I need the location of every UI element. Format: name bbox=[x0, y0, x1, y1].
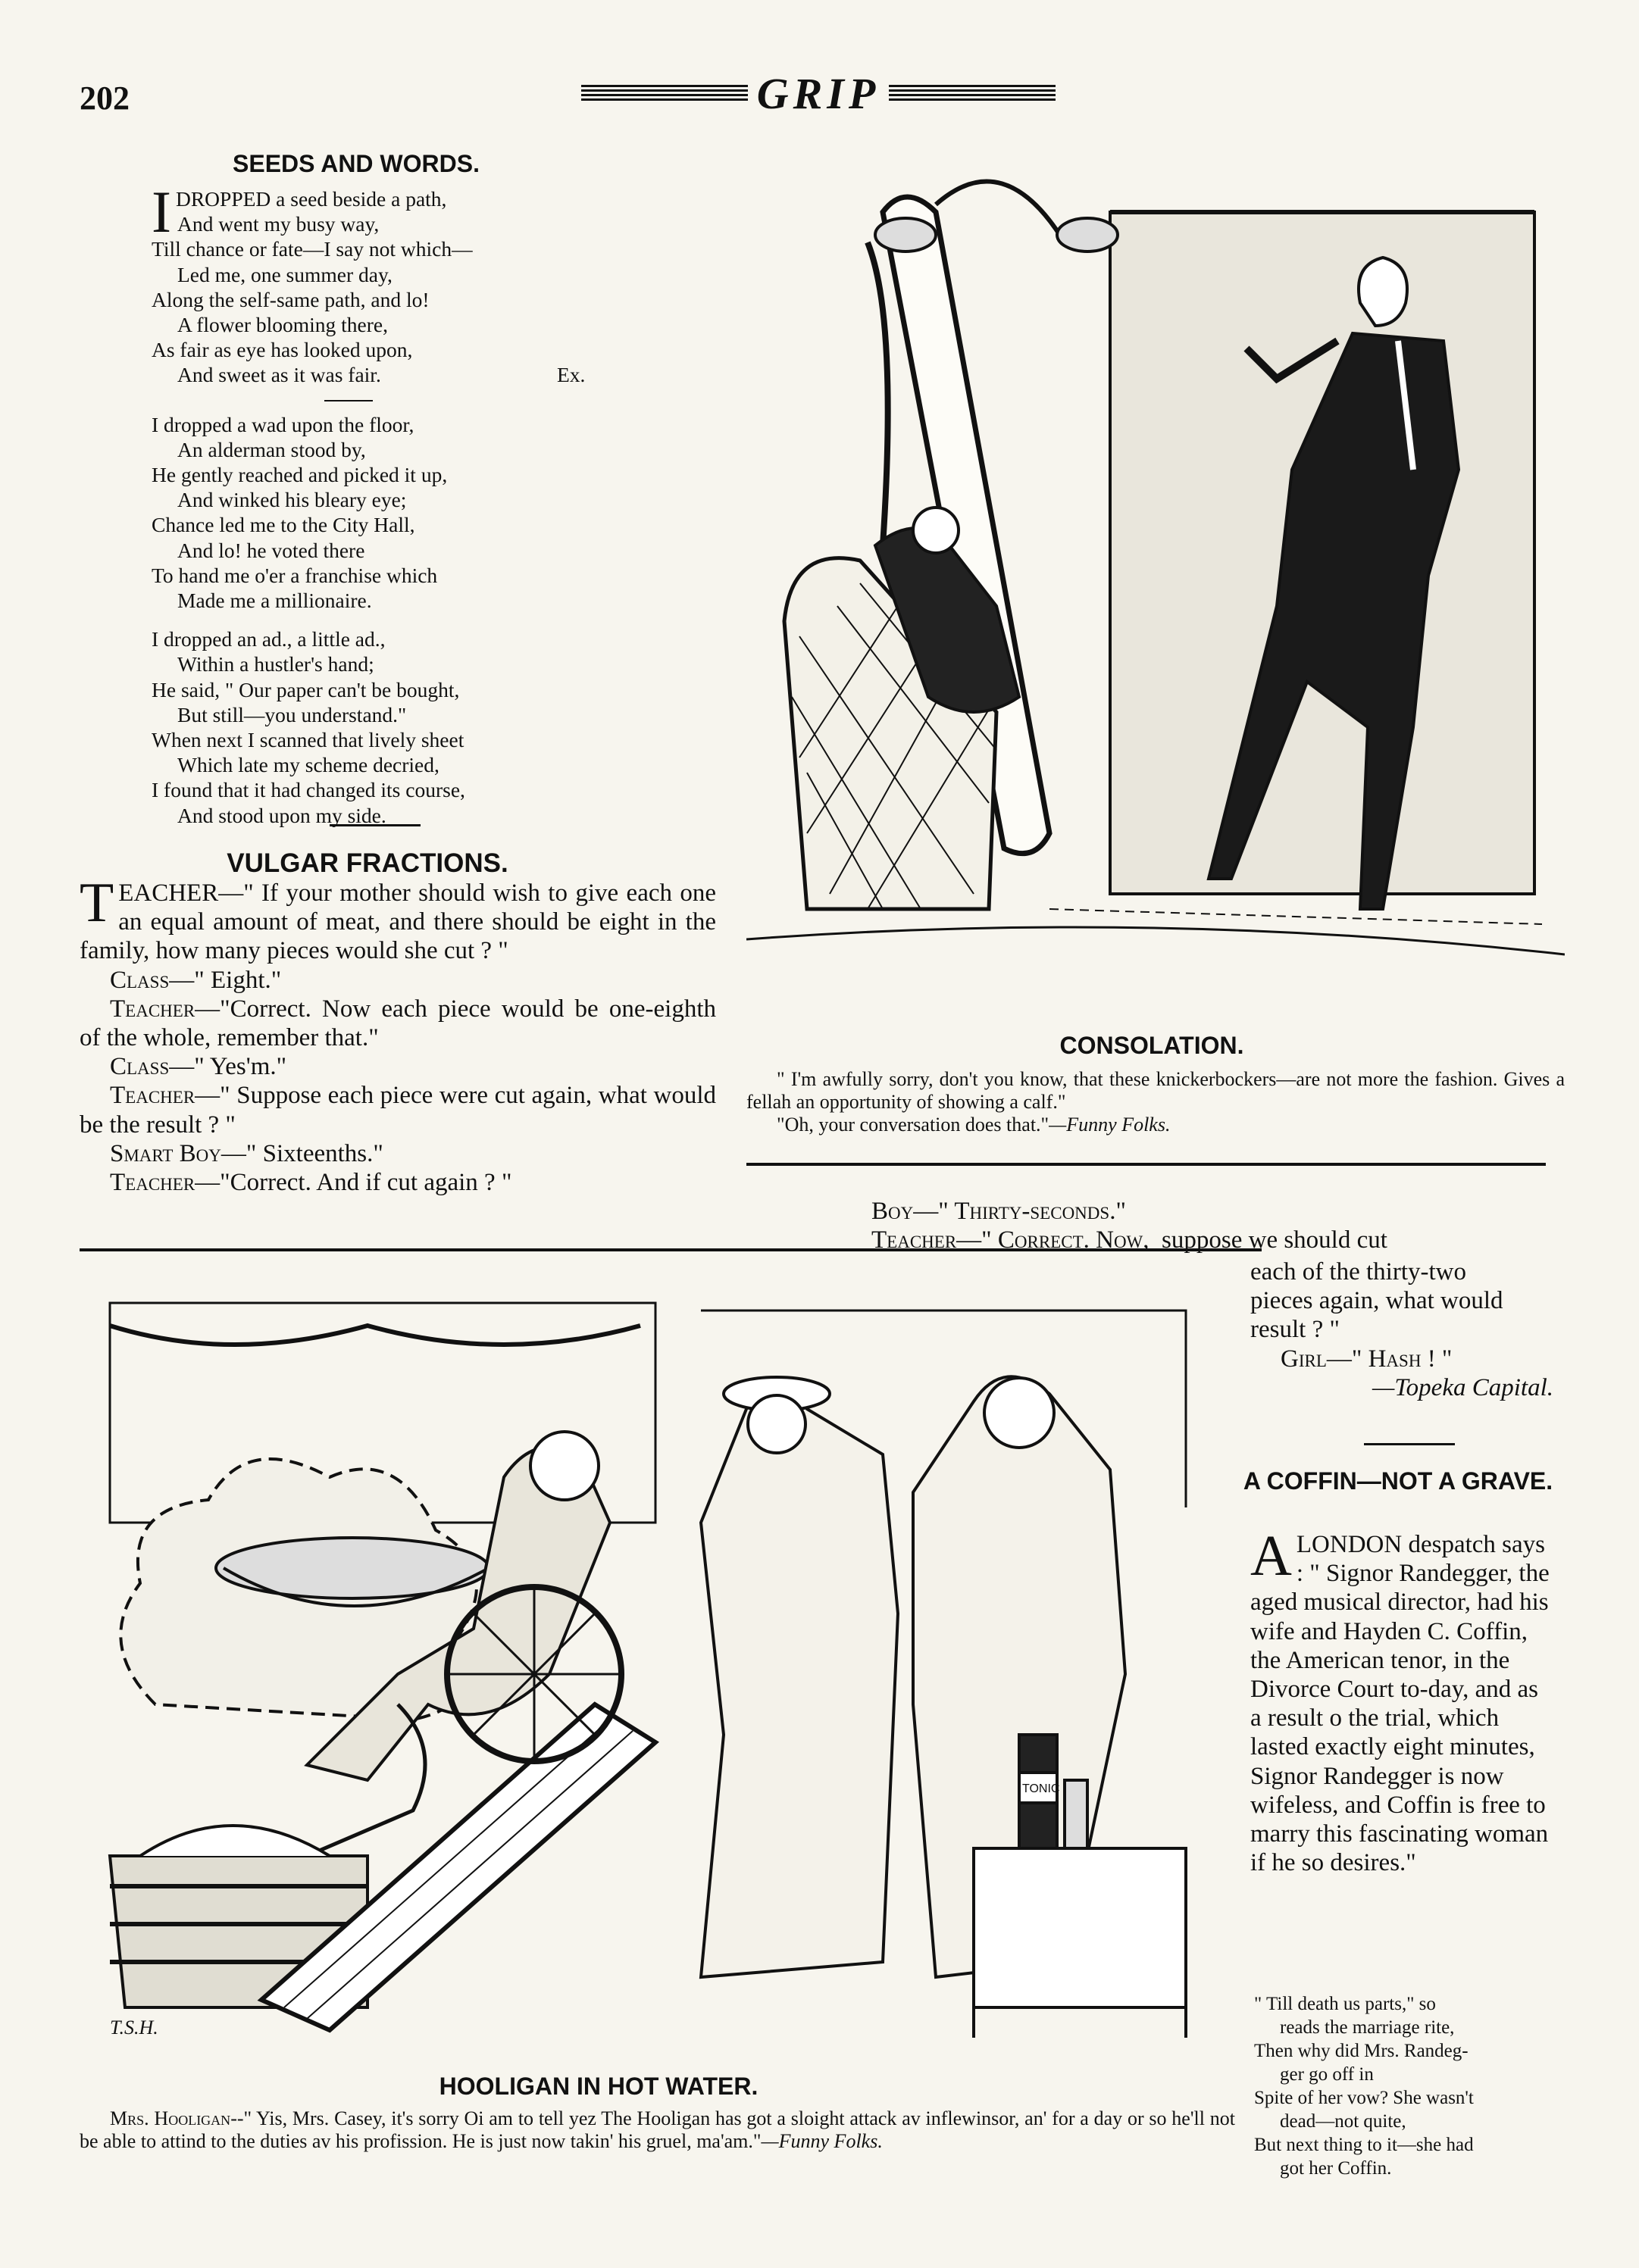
bottle-label: TONIC bbox=[1022, 1782, 1060, 1795]
consolation-caption bbox=[746, 1068, 1565, 1136]
dialogue-text: Boy—" Thirty-seconds." bbox=[871, 1198, 1126, 1225]
poem-line: Made me a millionaire. bbox=[177, 589, 372, 613]
seeds-poem bbox=[152, 179, 591, 828]
paragraph-text: EACHER—" If your mother should wish to bbox=[118, 879, 568, 907]
verse-line: But next thing to it—she had bbox=[1254, 2135, 1474, 2155]
poem-line: When next I scanned that lively sheet bbox=[152, 728, 464, 752]
poem-line: Along the self-same path, and lo! bbox=[152, 287, 430, 311]
paragraph-text: LONDON despatch bbox=[1296, 1531, 1496, 1558]
verse-line: got her Coffin. bbox=[1280, 2158, 1392, 2179]
poem-line: Till chance or fate—I say not which— bbox=[152, 237, 473, 261]
hooligan-drawing bbox=[80, 1280, 1239, 2053]
hooligan-title: HOOLIGAN IN HOT WATER. bbox=[439, 2073, 759, 2100]
speaker: Teacher bbox=[110, 1082, 195, 1110]
poem-line: And sweet as it was fair. bbox=[177, 363, 381, 387]
paragraph-text: says : " Signor Randegger, the aged musical director, had his wife and Hayden C. Coffin, the American tenor, in the Divorce Court to-day, and as a result o the trial, which lasted exactly eight minutes, Signor Randegger is now wifeless, and Coffin is free to marry this fascinating woman if he so desires." bbox=[1250, 1531, 1550, 1877]
column-rule bbox=[746, 1163, 1546, 1166]
poem-line: I dropped a wad upon the floor, bbox=[152, 412, 414, 436]
stanza-1 bbox=[152, 179, 591, 388]
verse-line: dead—not quite, bbox=[1280, 2111, 1406, 2132]
speaker: Class bbox=[110, 966, 170, 994]
section-divider bbox=[1364, 1443, 1455, 1445]
speaker: Class bbox=[110, 1053, 170, 1081]
dialogue-text: —" Eight." bbox=[169, 966, 282, 994]
dialogue-text: —"Correct. Now each piece would be one-eighth of the whole, remember that." bbox=[80, 995, 716, 1052]
speaker: Teacher bbox=[110, 1169, 195, 1197]
verse-line: ger go off in bbox=[1280, 2064, 1374, 2085]
masthead-rule-right bbox=[889, 85, 1056, 102]
horizontal-rule bbox=[80, 1248, 1262, 1251]
seeds-and-words-title: SEEDS AND WORDS. bbox=[233, 150, 480, 177]
poem-line: Which late my scheme decried, bbox=[177, 753, 439, 777]
poem-line: And lo! he voted there bbox=[177, 538, 365, 562]
speaker: Mrs. Hooligan bbox=[110, 2107, 231, 2129]
vulgar-fractions-continued bbox=[871, 1197, 1614, 1254]
verse-line: Then why did Mrs. Randeg- bbox=[1254, 2041, 1469, 2061]
dialogue-text: pieces again, what would bbox=[1250, 1287, 1503, 1315]
hooligan-illustration bbox=[80, 1280, 1239, 2053]
poem-line: He said, " Our paper can't be bought, bbox=[152, 677, 460, 701]
stanza-divider bbox=[324, 400, 373, 401]
verse-line: Spite of her vow? She wasn't bbox=[1254, 2088, 1474, 2108]
dialogue-text: —"Correct. And if cut again ? " bbox=[195, 1169, 512, 1197]
dialogue-text: —" Yes'm." bbox=[169, 1053, 287, 1081]
poem-line: And winked his bleary eye; bbox=[177, 488, 407, 512]
poem-line: A flower blooming there, bbox=[177, 313, 388, 337]
dropcap-i: I bbox=[152, 179, 171, 245]
dialogue-text: result ? " bbox=[1250, 1316, 1340, 1344]
poem-line: Led me, one summer day, bbox=[177, 262, 393, 286]
poem-line: Within a hustler's hand; bbox=[177, 652, 374, 676]
dialogue-text: Teacher—" Correct. Now, bbox=[871, 1226, 1149, 1254]
dialogue-text: suppose we should cut bbox=[1162, 1226, 1387, 1254]
consolation-illustration bbox=[746, 152, 1565, 1004]
attribution: Ex. bbox=[557, 363, 586, 387]
dropcap-t: T bbox=[80, 872, 114, 934]
poem-line: Chance led me to the City Hall, bbox=[152, 513, 415, 537]
consolation-drawing bbox=[746, 152, 1565, 1004]
stanza-2 bbox=[152, 412, 591, 614]
caption-source: —Funny Folks. bbox=[1049, 1114, 1171, 1136]
vulgar-fractions-body bbox=[80, 872, 717, 1197]
vulgar-fractions-title: VULGAR FRACTIONS. bbox=[227, 848, 508, 878]
masthead-rule-left bbox=[581, 85, 748, 102]
poem-line: To hand me o'er a franchise which bbox=[152, 563, 438, 587]
poem-line: I found that it had changed its course, bbox=[152, 778, 465, 802]
speaker: Smart Boy bbox=[110, 1139, 221, 1167]
source-credit: —Topeka Capital. bbox=[1372, 1373, 1553, 1401]
masthead-title: GRIP bbox=[756, 68, 880, 118]
poem-line: And went my busy way, bbox=[177, 212, 380, 236]
caption-text: " I'm awfully sorry, don't you know, that these knickerbockers—are not more the fashion. Gives a fellah an opportunity of showing a calf." bbox=[746, 1068, 1565, 1113]
consolation-title: CONSOLATION. bbox=[1059, 1032, 1244, 1059]
coffin-title: A COFFIN—NOT A GRAVE. bbox=[1243, 1467, 1553, 1495]
poem-line: DROPPED a seed beside a path, bbox=[175, 187, 447, 211]
dialogue-text: Girl—" Hash ! " bbox=[1281, 1345, 1453, 1373]
paragraph-text: give each one an equal amount of meat, and there should be eight in the family, how many pieces would she cut ? " bbox=[80, 879, 717, 965]
caption-source: —Funny Folks. bbox=[761, 2130, 883, 2152]
dialogue-text: each of the thirty-two bbox=[1250, 1258, 1466, 1286]
coffin-verse bbox=[1254, 1992, 1565, 2180]
poem-line: I dropped an ad., a little ad., bbox=[152, 627, 386, 651]
caption-text: "Oh, your conversation does that." bbox=[777, 1114, 1049, 1136]
vulgar-fractions-right bbox=[1250, 1257, 1553, 1402]
coffin-body bbox=[1250, 1524, 1553, 1877]
page-number: 202 bbox=[80, 80, 130, 117]
verse-line: reads the marriage rite, bbox=[1280, 2017, 1455, 2038]
speaker: Teacher bbox=[110, 995, 195, 1023]
poem-line: He gently reached and picked it up, bbox=[152, 463, 448, 487]
poem-line: And stood upon my side. bbox=[177, 803, 386, 827]
poem-line: But still—you understand." bbox=[177, 702, 407, 726]
poem-line: An alderman stood by, bbox=[177, 437, 366, 461]
caption-text: --" Yis, Mrs. Casey, it's sorry Oi am to tell yez The Hooligan has got a sloight attack av inflewinsor, an' for a day or so he'll not be able to attind to the duties av his profission. He is just now takin' his gruel, ma'am." bbox=[80, 2107, 1235, 2152]
artist-signature: T.S.H. bbox=[110, 2017, 158, 2038]
poem-line: As fair as eye has looked upon, bbox=[152, 338, 413, 362]
dropcap-a: A bbox=[1250, 1524, 1292, 1588]
section-divider bbox=[330, 824, 421, 826]
stanza-3 bbox=[152, 626, 591, 828]
dialogue-text: —" Sixteenths." bbox=[221, 1139, 383, 1167]
hooligan-caption bbox=[80, 2107, 1235, 2153]
dialogue-text: —" Suppose each piece were cut again, what would be the result ? " bbox=[80, 1082, 716, 1139]
verse-line: " Till death us parts," so bbox=[1254, 1994, 1436, 2014]
masthead bbox=[572, 67, 1065, 120]
